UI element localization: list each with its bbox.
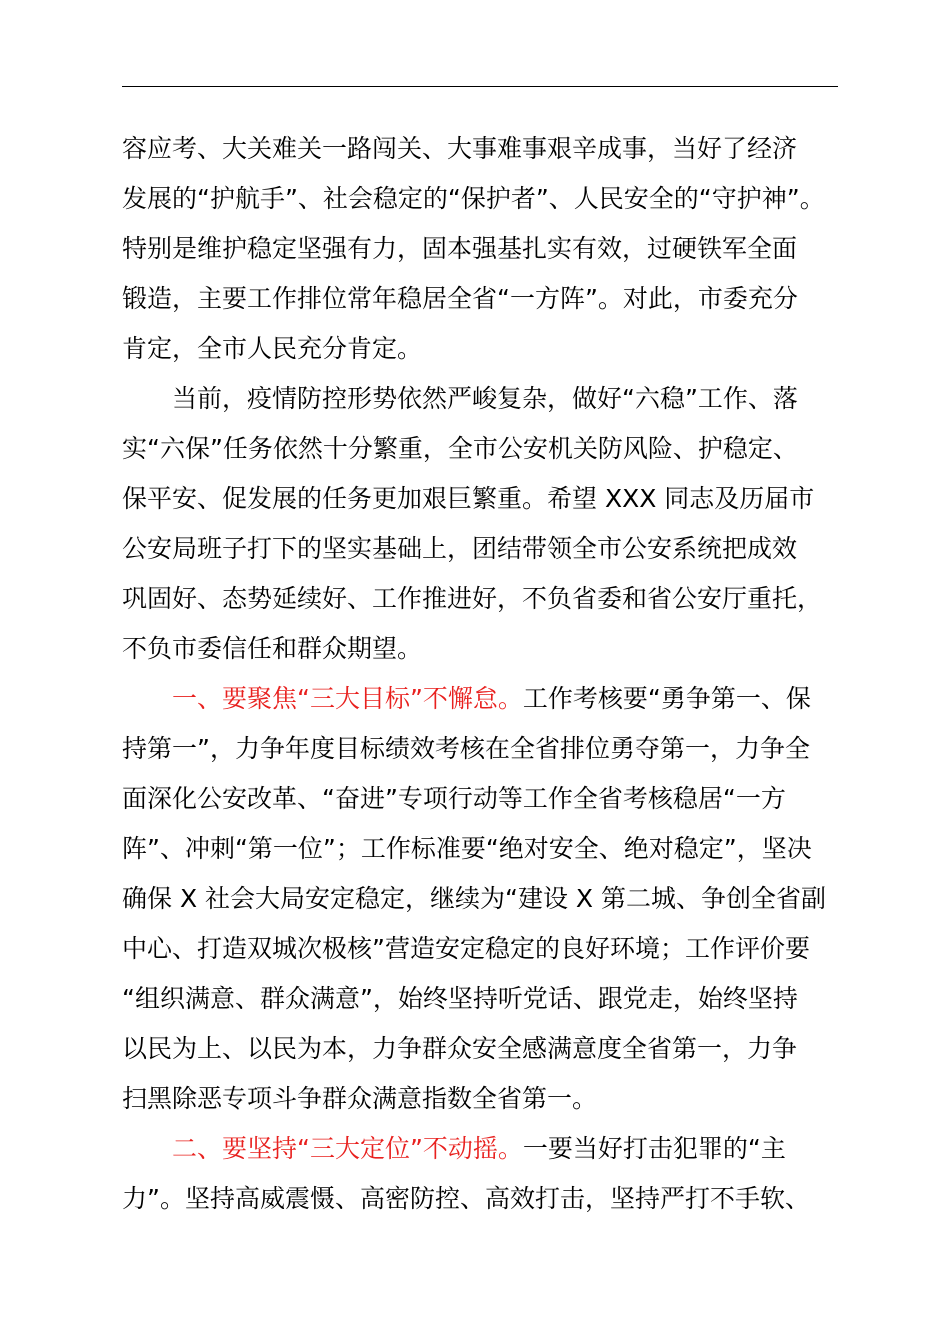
paragraph-3 (122, 674, 862, 1124)
text-line: 当前，疫情防控形势依然严峻复杂，做好“六稳”工作、落 (172, 384, 798, 413)
paragraph-1 (122, 124, 862, 374)
text-line: “组织满意、群众满意”，始终坚持听党话、跟党走，始终坚持 (122, 984, 798, 1013)
paragraph-4 (122, 1124, 862, 1224)
text-line: 公安局班子打下的坚实基础上，团结带领全市公安系统把成效 (122, 534, 798, 563)
document-body (122, 124, 862, 1224)
text-line: 确保 X 社会大局安定稳定，继续为“建设 X 第二城、争创全省副 (122, 884, 826, 913)
heading-line-rest: 一要当好打击犯罪的“主 (522, 1134, 786, 1163)
text-line: 扫黑除恶专项斗争群众满意指数全省第一。 (122, 1084, 598, 1113)
text-line: 巩固好、态势延续好、工作推进好，不负省委和省公安厅重托， (122, 584, 823, 613)
header-rule (122, 86, 838, 87)
text-line (122, 674, 862, 724)
text-line: 以民为上、以民为本，力争群众安全感满意度全省第一，力争 (122, 1034, 798, 1063)
text-line: 发展的“护航手”、社会稳定的“保护者”、人民安全的“守护神”。 (122, 184, 825, 213)
text-line: 实“六保”任务依然十分繁重，全市公安机关防风险、护稳定、 (122, 434, 798, 463)
heading-line-rest: 工作考核要“勇争第一、保 (522, 684, 811, 713)
text-line: 不负市委信任和群众期望。 (122, 634, 423, 663)
text-line: 锻造，主要工作排位常年稳居全省“一方阵”。对此，市委充分 (122, 284, 798, 313)
paragraph-2 (122, 374, 862, 674)
text-line: 持第一”，力争年度目标绩效考核在全省排位勇夺第一，力争全 (122, 734, 810, 763)
text-line: 面深化公安改革、“奋进”专项行动等工作全省考核稳居“一方 (122, 784, 786, 813)
text-line: 保平安、促发展的任务更加艰巨繁重。希望 XXX 同志及历届市 (122, 484, 815, 513)
text-line: 特别是维护稳定坚强有力，固本强基扎实有效，过硬铁军全面 (122, 234, 798, 263)
text-line: 力”。坚持高威震慑、高密防控、高效打击，坚持严打不手软、 (122, 1184, 810, 1213)
text-line: 阵”、冲刺“第一位”；工作标准要“绝对安全、绝对稳定”，坚决 (122, 834, 812, 863)
text-line (122, 1124, 862, 1174)
section-heading-1: 一、要聚焦“三大目标”不懈怠。 (172, 684, 523, 713)
section-heading-2: 二、要坚持“三大定位”不动摇。 (172, 1134, 523, 1163)
text-line: 肯定，全市人民充分肯定。 (122, 334, 423, 363)
text-line: 容应考、大关难关一路闯关、大事难事艰辛成事，当好了经济 (122, 134, 798, 163)
text-line: 中心、打造双城次极核”营造安定稳定的良好环境；工作评价要 (122, 934, 810, 963)
